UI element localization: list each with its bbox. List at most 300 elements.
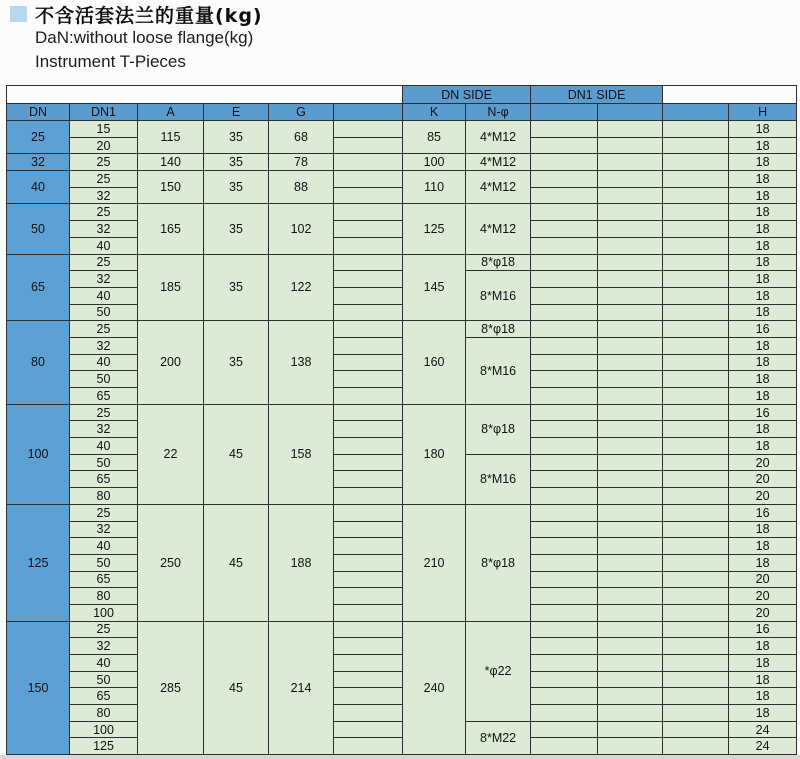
table-row-dn150-dn1125 [7,738,797,755]
cell-blank-2 [531,438,598,455]
cell-n-phi: *φ22 [466,621,531,721]
cell-dn1: 25 [70,254,138,271]
table-row-dn65-dn125 [7,254,797,271]
table-row-dn125-dn132 [7,521,797,538]
page-bottom-edge [0,755,800,759]
table-row-dn80-dn150 [7,371,797,388]
cell-g: 214 [269,621,334,755]
cell-n-phi: 4*M12 [466,171,531,204]
cell-blank-1 [334,388,403,405]
band-row [7,86,797,104]
cell-blank-2 [531,671,598,688]
cell-k: 180 [403,404,466,504]
band-dn-side-label: DN SIDE [403,86,531,104]
cell-dn1: 25 [70,204,138,221]
cell-blank-3 [598,571,663,588]
cell-blank-3 [598,204,663,221]
cell-blank-3 [598,488,663,505]
table-row-dn100-dn180 [7,488,797,505]
cell-blank-1 [334,655,403,672]
cell-blank-2 [531,604,598,621]
col-header-blank-8 [531,104,598,121]
cell-blank-3 [598,254,663,271]
cell-blank-4 [663,354,729,371]
cell-blank-1 [334,521,403,538]
cell-h: 24 [729,738,797,755]
cell-blank-1 [334,371,403,388]
col-header-e: E [204,104,269,121]
cell-blank-2 [531,504,598,521]
cell-blank-3 [598,705,663,722]
cell-blank-4 [663,471,729,488]
cell-dn1: 40 [70,538,138,555]
cell-blank-4 [663,588,729,605]
cell-blank-1 [334,671,403,688]
cell-a: 250 [138,504,204,621]
cell-blank-4 [663,538,729,555]
cell-dn1: 100 [70,604,138,621]
cell-h: 18 [729,187,797,204]
cell-blank-1 [334,638,403,655]
cell-blank-3 [598,221,663,238]
cell-blank-1 [334,254,403,271]
cell-dn1: 80 [70,588,138,605]
cell-dn1: 15 [70,121,138,138]
table-row-dn25-dn120 [7,137,797,154]
cell-blank-2 [531,471,598,488]
cell-blank-4 [663,671,729,688]
cell-blank-4 [663,688,729,705]
cell-h: 16 [729,321,797,338]
cell-n-phi: 4*M12 [466,121,531,154]
cell-h: 20 [729,471,797,488]
cell-g: 102 [269,204,334,254]
cell-k: 240 [403,621,466,755]
cell-k: 145 [403,254,466,321]
cell-dn: 100 [7,404,70,504]
col-header-blank-5 [334,104,403,121]
table-row-dn80-dn125 [7,321,797,338]
page-subtitle-en: DaN:without loose flange(kg) [35,28,254,47]
cell-blank-2 [531,588,598,605]
cell-blank-2 [531,171,598,188]
cell-blank-4 [663,304,729,321]
cell-blank-3 [598,554,663,571]
cell-dn1: 80 [70,488,138,505]
cell-blank-1 [334,354,403,371]
cell-h: 18 [729,121,797,138]
table-row-dn50-dn125 [7,204,797,221]
cell-dn1: 32 [70,521,138,538]
cell-a: 185 [138,254,204,321]
cell-blank-4 [663,221,729,238]
cell-blank-1 [334,688,403,705]
cell-blank-1 [334,454,403,471]
cell-n-phi: 8*φ18 [466,404,531,454]
cell-h: 18 [729,388,797,405]
spec-table-body [7,86,797,755]
table-row-dn50-dn140 [7,237,797,254]
cell-blank-1 [334,187,403,204]
cell-blank-4 [663,321,729,338]
cell-dn1: 25 [70,321,138,338]
col-header-dn1: DN1 [70,104,138,121]
cell-dn1: 32 [70,221,138,238]
cell-k: 160 [403,321,466,404]
cell-blank-2 [531,721,598,738]
cell-h: 18 [729,287,797,304]
cell-n-phi: 8*φ18 [466,321,531,338]
table-row-dn150-dn140 [7,655,797,672]
cell-h: 24 [729,721,797,738]
table-row-dn125-dn125 [7,504,797,521]
cell-dn1: 50 [70,304,138,321]
cell-blank-1 [334,321,403,338]
cell-h: 18 [729,337,797,354]
cell-h: 18 [729,154,797,171]
cell-dn: 125 [7,504,70,621]
cell-dn1: 50 [70,454,138,471]
cell-blank-1 [334,705,403,722]
cell-e: 45 [204,621,269,755]
cell-blank-2 [531,521,598,538]
cell-blank-2 [531,638,598,655]
cell-e: 45 [204,404,269,504]
cell-blank-1 [334,121,403,138]
cell-blank-3 [598,237,663,254]
cell-h: 18 [729,137,797,154]
cell-h: 20 [729,604,797,621]
cell-blank-2 [531,571,598,588]
cell-k: 100 [403,154,466,171]
cell-blank-3 [598,321,663,338]
cell-a: 115 [138,121,204,154]
cell-blank-4 [663,337,729,354]
cell-blank-2 [531,304,598,321]
cell-blank-4 [663,604,729,621]
cell-blank-2 [531,237,598,254]
cell-h: 16 [729,404,797,421]
cell-dn: 50 [7,204,70,254]
cell-blank-3 [598,287,663,304]
cell-dn: 80 [7,321,70,404]
col-header-g: G [269,104,334,121]
cell-blank-3 [598,454,663,471]
cell-blank-3 [598,388,663,405]
cell-h: 16 [729,621,797,638]
cell-k: 85 [403,121,466,154]
col-header-h: H [729,104,797,121]
table-row-dn150-dn1100 [7,721,797,738]
cell-h: 18 [729,438,797,455]
cell-blank-3 [598,187,663,204]
table-row-dn150-dn125 [7,621,797,638]
page-title: 不含活套法兰的重量(kg) [35,5,263,27]
cell-blank-1 [334,554,403,571]
cell-blank-1 [334,137,403,154]
cell-blank-1 [334,287,403,304]
cell-blank-4 [663,571,729,588]
cell-h: 18 [729,221,797,238]
cell-blank-2 [531,554,598,571]
cell-dn1: 40 [70,354,138,371]
cell-blank-1 [334,471,403,488]
spec-table [6,85,797,755]
cell-blank-3 [598,304,663,321]
column-header-row [7,104,797,121]
cell-blank-1 [334,237,403,254]
cell-blank-3 [598,438,663,455]
cell-n-phi: 8*M16 [466,337,531,404]
cell-blank-3 [598,538,663,555]
cell-blank-1 [334,171,403,188]
page-subtitle-product: Instrument T-Pieces [35,52,186,71]
table-row-dn150-dn180 [7,705,797,722]
cell-dn1: 100 [70,721,138,738]
table-row-dn50-dn132 [7,221,797,238]
cell-h: 18 [729,671,797,688]
cell-blank-4 [663,237,729,254]
cell-blank-1 [334,221,403,238]
cell-blank-2 [531,621,598,638]
col-header-blank-9 [598,104,663,121]
cell-blank-2 [531,488,598,505]
cell-blank-2 [531,137,598,154]
cell-blank-4 [663,655,729,672]
cell-blank-4 [663,705,729,722]
table-row-dn125-dn1100 [7,604,797,621]
cell-blank-2 [531,287,598,304]
cell-h: 16 [729,504,797,521]
cell-blank-2 [531,204,598,221]
cell-dn: 150 [7,621,70,755]
cell-blank-4 [663,171,729,188]
cell-blank-2 [531,688,598,705]
cell-e: 35 [204,254,269,321]
cell-blank-4 [663,371,729,388]
cell-a: 140 [138,154,204,171]
cell-e: 35 [204,121,269,154]
table-row-dn125-dn150 [7,554,797,571]
cell-k: 110 [403,171,466,204]
cell-blank-3 [598,371,663,388]
cell-blank-3 [598,121,663,138]
cell-blank-3 [598,604,663,621]
cell-h: 18 [729,521,797,538]
cell-h: 18 [729,371,797,388]
cell-blank-2 [531,404,598,421]
table-row-dn150-dn132 [7,638,797,655]
cell-dn1: 40 [70,655,138,672]
cell-blank-1 [334,621,403,638]
cell-dn1: 40 [70,287,138,304]
table-row-dn150-dn150 [7,671,797,688]
cell-dn1: 40 [70,438,138,455]
cell-blank-4 [663,121,729,138]
cell-blank-4 [663,488,729,505]
cell-dn1: 20 [70,137,138,154]
cell-dn1: 65 [70,571,138,588]
cell-blank-3 [598,354,663,371]
cell-blank-4 [663,254,729,271]
cell-blank-4 [663,621,729,638]
cell-g: 188 [269,504,334,621]
cell-blank-2 [531,121,598,138]
band-dn1-side-label: DN1 SIDE [531,86,663,104]
cell-blank-1 [334,154,403,171]
cell-blank-2 [531,254,598,271]
cell-blank-3 [598,621,663,638]
cell-blank-1 [334,304,403,321]
cell-h: 20 [729,588,797,605]
table-row-dn80-dn140 [7,354,797,371]
col-header-k: K [403,104,466,121]
cell-blank-4 [663,554,729,571]
cell-dn1: 32 [70,271,138,288]
cell-e: 35 [204,204,269,254]
cell-n-phi: 8*M22 [466,721,531,754]
cell-k: 125 [403,204,466,254]
table-row-dn32-dn125 [7,154,797,171]
cell-blank-4 [663,388,729,405]
cell-dn: 65 [7,254,70,321]
cell-blank-2 [531,388,598,405]
title-bullet-square [10,6,27,22]
table-row-dn100-dn140 [7,438,797,455]
cell-g: 68 [269,121,334,154]
cell-blank-3 [598,271,663,288]
cell-blank-2 [531,271,598,288]
cell-dn: 25 [7,121,70,154]
table-row-dn125-dn180 [7,588,797,605]
cell-blank-3 [598,521,663,538]
cell-blank-1 [334,721,403,738]
cell-blank-4 [663,521,729,538]
cell-blank-3 [598,688,663,705]
cell-blank-4 [663,738,729,755]
cell-blank-1 [334,538,403,555]
cell-dn1: 32 [70,638,138,655]
cell-blank-4 [663,271,729,288]
cell-blank-4 [663,721,729,738]
cell-h: 18 [729,271,797,288]
cell-blank-3 [598,171,663,188]
cell-blank-2 [531,371,598,388]
cell-blank-3 [598,154,663,171]
cell-blank-1 [334,738,403,755]
cell-blank-2 [531,221,598,238]
band-spacer-right [663,86,797,104]
col-header-blank-10 [663,104,729,121]
cell-dn1: 32 [70,421,138,438]
cell-blank-2 [531,421,598,438]
cell-blank-4 [663,454,729,471]
cell-h: 20 [729,571,797,588]
table-row-dn100-dn150 [7,454,797,471]
cell-dn1: 65 [70,471,138,488]
cell-dn1: 32 [70,337,138,354]
table-row-dn100-dn125 [7,404,797,421]
cell-blank-4 [663,137,729,154]
cell-h: 18 [729,655,797,672]
cell-blank-4 [663,287,729,304]
cell-dn1: 25 [70,171,138,188]
cell-blank-2 [531,337,598,354]
cell-blank-2 [531,538,598,555]
table-row-dn100-dn165 [7,471,797,488]
cell-h: 20 [729,488,797,505]
cell-e: 35 [204,171,269,204]
cell-blank-1 [334,438,403,455]
cell-dn: 40 [7,171,70,204]
col-header-dn: DN [7,104,70,121]
cell-dn1: 25 [70,404,138,421]
table-row-dn65-dn140 [7,287,797,304]
cell-n-phi: 8*M16 [466,454,531,504]
cell-dn1: 65 [70,388,138,405]
cell-g: 122 [269,254,334,321]
table-row-dn40-dn132 [7,187,797,204]
cell-dn1: 80 [70,705,138,722]
cell-blank-1 [334,488,403,505]
cell-dn: 32 [7,154,70,171]
cell-h: 20 [729,454,797,471]
cell-g: 88 [269,171,334,204]
cell-dn1: 25 [70,621,138,638]
cell-h: 18 [729,204,797,221]
table-row-dn150-dn165 [7,688,797,705]
cell-h: 18 [729,638,797,655]
cell-g: 78 [269,154,334,171]
cell-g: 158 [269,404,334,504]
cell-dn1: 25 [70,154,138,171]
table-row-dn100-dn132 [7,421,797,438]
cell-blank-3 [598,137,663,154]
cell-dn1: 50 [70,371,138,388]
cell-dn1: 50 [70,554,138,571]
cell-blank-4 [663,204,729,221]
cell-h: 18 [729,354,797,371]
cell-h: 18 [729,705,797,722]
cell-dn1: 125 [70,738,138,755]
cell-k: 210 [403,504,466,621]
cell-g: 138 [269,321,334,404]
cell-e: 45 [204,504,269,621]
cell-dn1: 65 [70,688,138,705]
cell-blank-3 [598,671,663,688]
cell-n-phi: 8*M16 [466,271,531,321]
col-header-a: A [138,104,204,121]
col-header-n-: N-φ [466,104,531,121]
cell-a: 285 [138,621,204,755]
cell-blank-2 [531,154,598,171]
cell-blank-4 [663,638,729,655]
cell-blank-4 [663,154,729,171]
table-row-dn80-dn132 [7,337,797,354]
cell-h: 18 [729,421,797,438]
cell-blank-2 [531,354,598,371]
cell-blank-4 [663,421,729,438]
cell-blank-3 [598,738,663,755]
cell-h: 18 [729,171,797,188]
cell-blank-3 [598,504,663,521]
cell-blank-2 [531,738,598,755]
cell-n-phi: 4*M12 [466,154,531,171]
table-row-dn65-dn150 [7,304,797,321]
cell-h: 18 [729,304,797,321]
cell-h: 18 [729,538,797,555]
cell-blank-2 [531,321,598,338]
